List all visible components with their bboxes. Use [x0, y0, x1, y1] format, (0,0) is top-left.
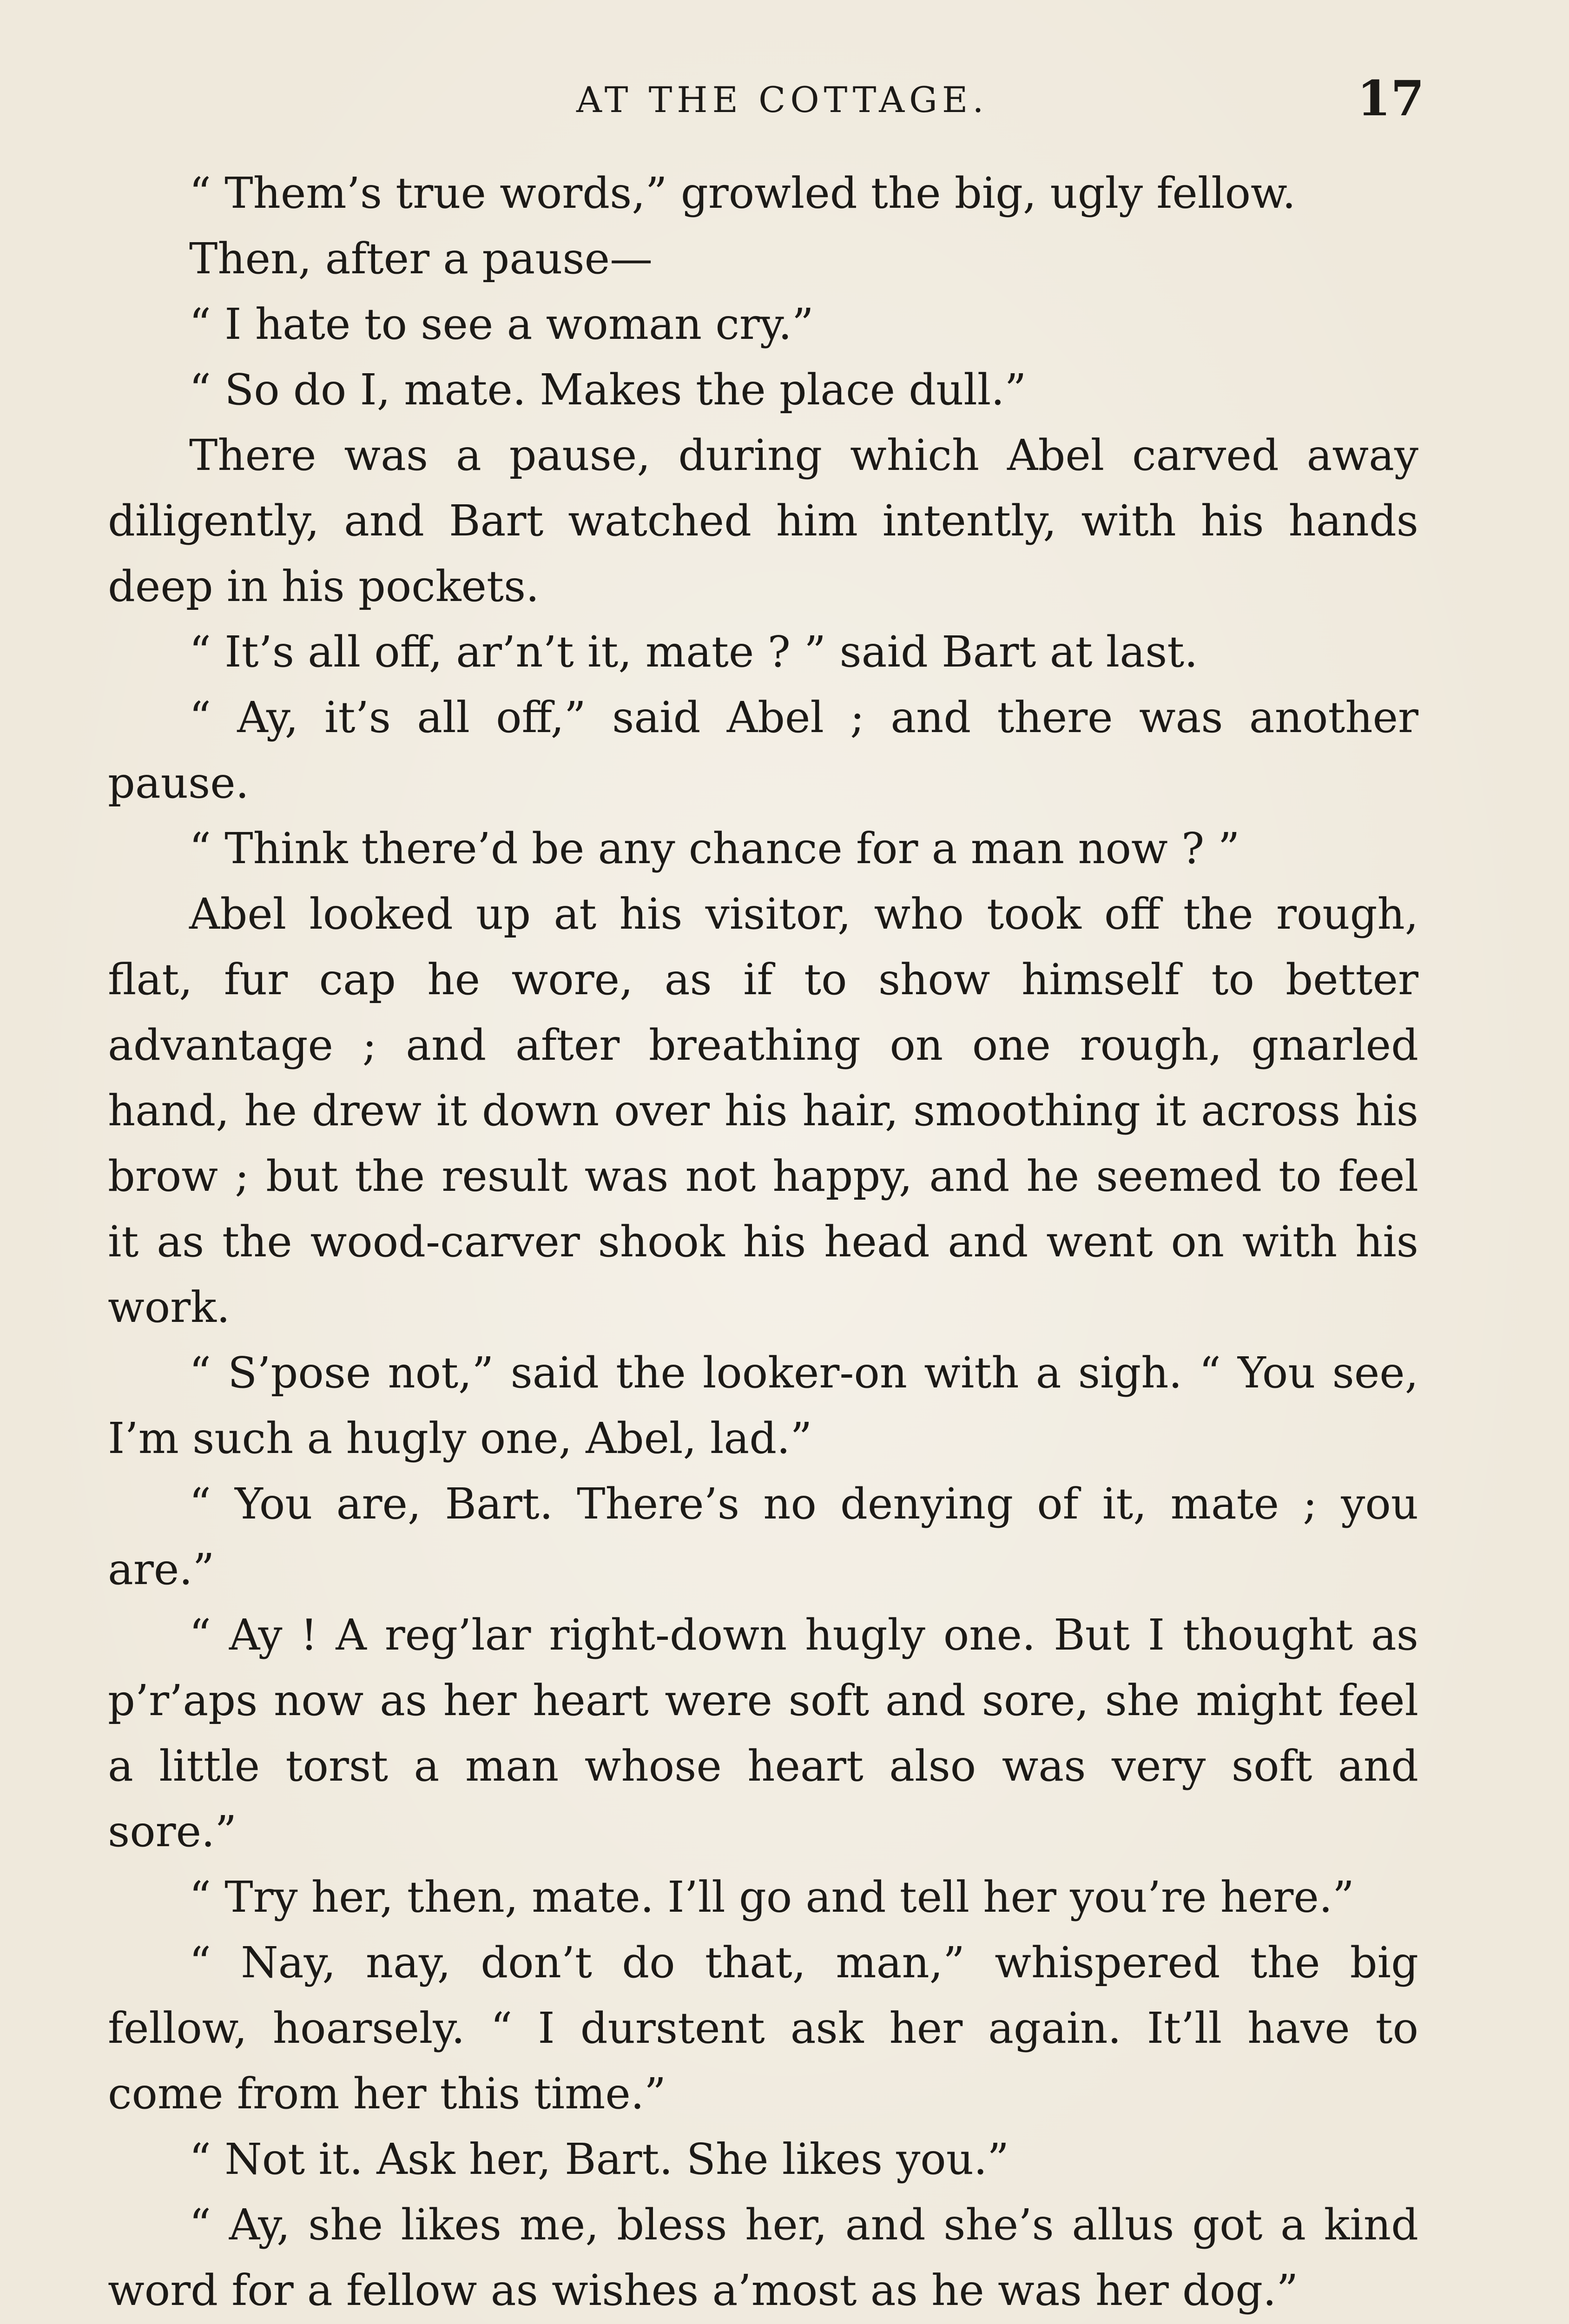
paragraph: “ Think there’d be any chance for a man now ? ” — [189, 824, 1240, 873]
paragraph: “ Ay ! A reg’lar right-down hugly one. But I thought as p’r’aps now as her heart were soft and sore, she might feel a little torst a man whose heart also was very soft and sore.” — [108, 1610, 1418, 1856]
paragraph: “ It’s all off, ar’n’t it, mate ? ” said Bart at last. — [189, 627, 1198, 677]
paragraph: Then, after a pause— — [189, 234, 653, 284]
paragraph: There was a pause, during which Abel carved away diligently, and Bart watched him intently, with his hands deep in his pockets. — [108, 430, 1418, 611]
paragraph: “ Not it. Ask her, Bart. She likes you.” — [189, 2134, 1009, 2184]
page-number: 17 — [1357, 70, 1424, 127]
paragraph: “ Try her, then, mate. I’ll go and tell her you’re here.” — [189, 1872, 1355, 1922]
paragraph: “ I hate to see a woman cry.” — [189, 299, 814, 349]
body-text — [108, 160, 1418, 2324]
running-head — [0, 70, 1569, 125]
running-title: AT THE COTTAGE. — [576, 79, 989, 120]
paragraph: “ So do I, mate. Makes the place dull.” — [189, 365, 1027, 415]
paragraph: “ Ay, she likes me, bless her, and she’s allus got a kind word for a fellow as wishes a’most as he was her dog.” — [108, 2200, 1418, 2315]
paragraph: “ Nay, nay, don’t do that, man,” whispered the big fellow, hoarsely. “ I durstent ask her again. It’ll have to come from her this time.” — [108, 1938, 1418, 2119]
paragraph: “ You are, Bart. There’s no denying of it, mate ; you are.” — [108, 1479, 1418, 1594]
paragraph: Abel looked up at his visitor, who took off the rough, flat, fur cap he wore, as if to show himself to better advantage ; and after breathing on one rough, gnarled hand, he drew it down over his hair, smoothing it across his brow ; but the result was not happy, and he seemed to feel it as the wood-carver shook his head and went on with his work. — [108, 889, 1418, 1332]
paragraph: “ Ay, it’s all off,” said Abel ; and there was another pause. — [108, 693, 1418, 808]
paragraph: “ S’pose not,” said the looker-on with a sigh. “ You see, I’m such a hugly one, Abel, lad.” — [108, 1348, 1418, 1463]
paragraph: “ Them’s true words,” growled the big, ugly fellow. — [189, 168, 1296, 218]
